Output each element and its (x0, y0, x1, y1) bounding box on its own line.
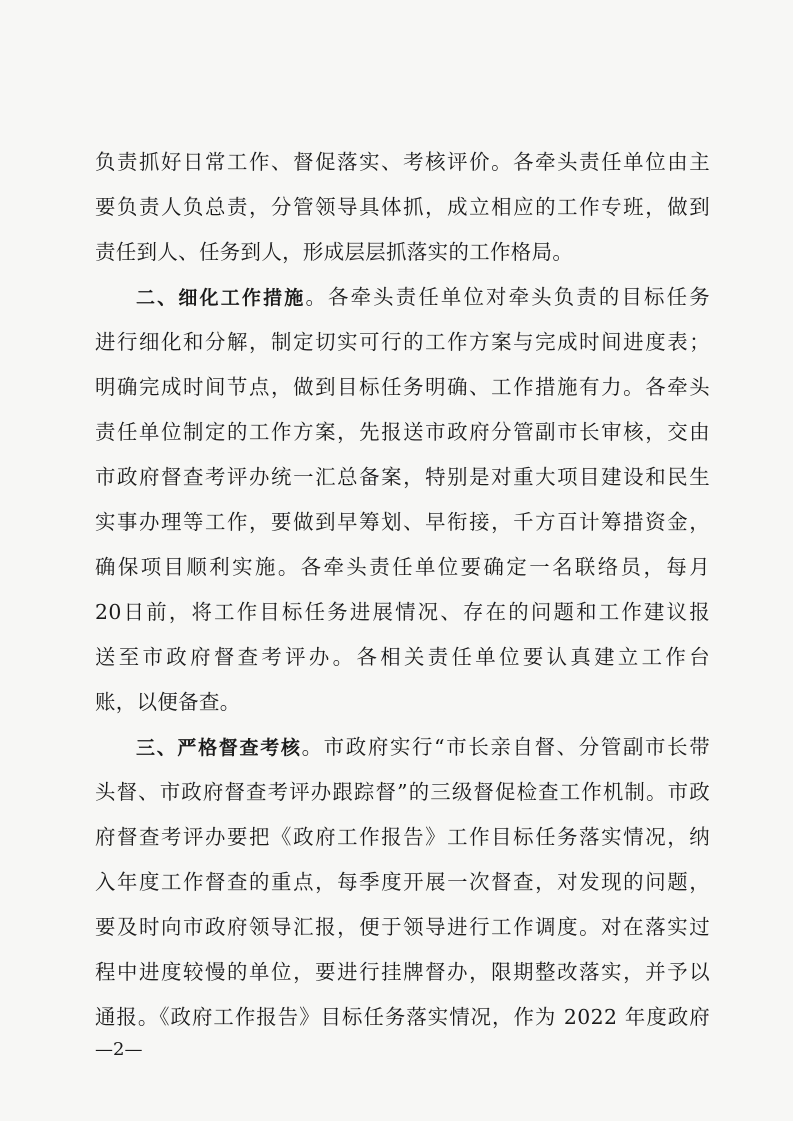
paragraph-line (95, 365, 710, 410)
line-text: 要及时向市政府领导汇报，便于领导进行工作调度。对在落实过 (95, 915, 710, 939)
line-text: 负责抓好日常工作、督促落实、考核评价。各牵头责任单位由主 (95, 150, 710, 174)
paragraph-line-heading (95, 725, 710, 770)
paragraph-line (95, 635, 710, 680)
paragraph-line (95, 680, 710, 725)
paragraph-line (95, 995, 710, 1040)
line-text: 账，以便备查。 (95, 690, 241, 714)
paragraph-line (95, 905, 710, 950)
page-number: —2— (95, 1039, 143, 1060)
line-text: 明确完成时间节点，做到目标任务明确、工作措施有力。各牵头 (95, 375, 710, 399)
paragraph-line (95, 140, 710, 185)
line-text: 。各牵头责任单位对牵头负责的目标任务 (305, 285, 710, 309)
line-text: 20日前，将工作目标任务进展情况、存在的问题和工作建议报 (95, 600, 710, 624)
section-heading: 细化工作措施 (178, 287, 306, 309)
line-text: 责任单位制定的工作方案，先报送市政府分管副市长审核，交由 (95, 420, 710, 444)
heading-line (136, 275, 710, 321)
line-text: 实事办理等工作，要做到早筹划、早衔接，千方百计筹措资金， (95, 510, 710, 534)
section-heading-prefix: 二、 (136, 287, 179, 309)
paragraph-line (95, 500, 710, 545)
body-text (95, 140, 710, 1040)
section-heading-prefix: 三、 (136, 737, 178, 759)
paragraph-line (95, 410, 710, 455)
paragraph-line (95, 230, 710, 275)
paragraph-line-heading (95, 275, 710, 320)
line-text: 送至市政府督查考评办。各相关责任单位要认真建立工作台 (95, 645, 710, 669)
paragraph-line (95, 320, 710, 365)
paragraph-line (95, 950, 710, 995)
paragraph-line (95, 455, 710, 500)
paragraph-line (95, 590, 710, 635)
line-text: 。市政府实行“市长亲自督、分管副市长带 (301, 735, 710, 759)
heading-line (136, 725, 710, 771)
line-text: 程中进度较慢的单位，要进行挂牌督办，限期整改落实，并予以 (95, 960, 710, 984)
line-text: 头督、市政府督查考评办跟踪督”的三级督促检查工作机制。市政 (95, 780, 710, 804)
line-text: 通报。《政府工作报告》目标任务落实情况，作为 2022 年度政府 (95, 1005, 710, 1029)
line-text: 要负责人负总责，分管领导具体抓，成立相应的工作专班，做到 (95, 195, 710, 219)
line-text: 确保项目顺利实施。各牵头责任单位要确定一名联络员，每月 (95, 555, 710, 579)
line-text: 进行细化和分解，制定切实可行的工作方案与完成时间进度表； (95, 330, 710, 354)
line-text: 市政府督查考评办统一汇总备案，特别是对重大项目建设和民生 (95, 465, 710, 489)
paragraph-line (95, 860, 710, 905)
paragraph-line (95, 815, 710, 860)
section-heading: 严格督查考核 (177, 737, 302, 759)
line-text: 入年度工作督查的重点，每季度开展一次督查，对发现的问题， (95, 870, 710, 894)
line-text: 责任到人、任务到人，形成层层抓落实的工作格局。 (95, 240, 574, 264)
line-text: 府督查考评办要把《政府工作报告》工作目标任务落实情况，纳 (95, 825, 710, 849)
paragraph-line (95, 185, 710, 230)
paragraph-line (95, 545, 710, 590)
paragraph-line (95, 770, 710, 815)
